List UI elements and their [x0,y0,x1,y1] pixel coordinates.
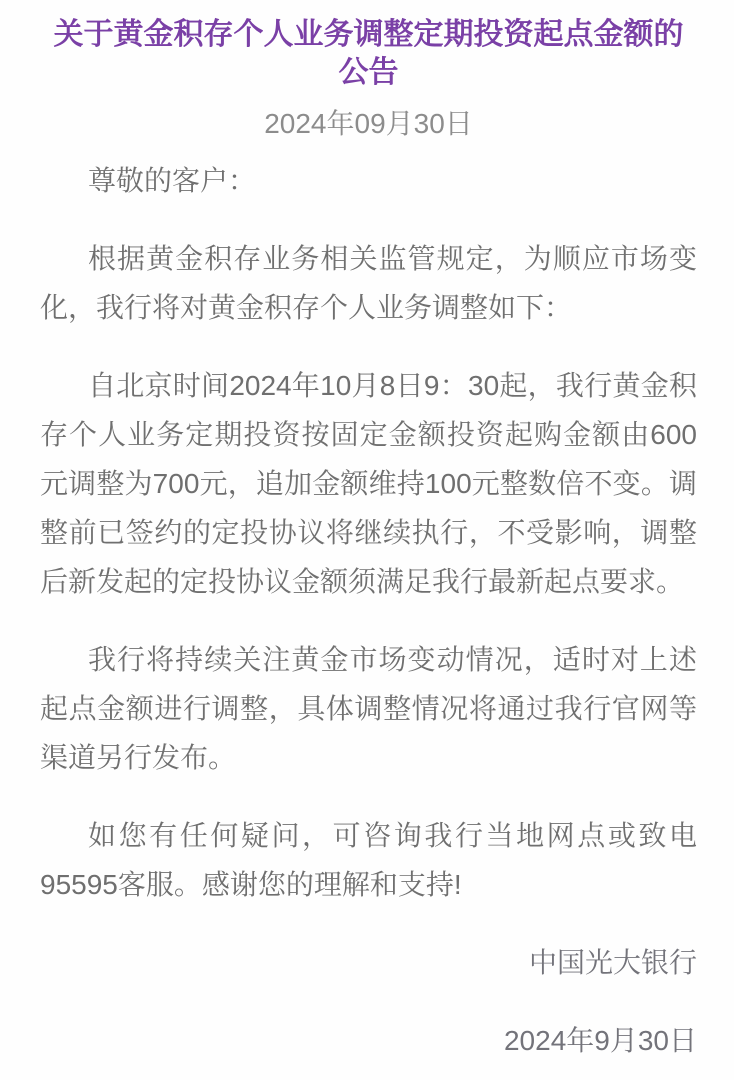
paragraph-contact-info: 如您有任何疑问，可咨询我行当地网点或致电95595客服。感谢您的理解和支持! [40,820,697,900]
paragraph-future-adjustments: 我行将持续关注黄金市场变动情况，适时对上述起点金额进行调整，具体调整情况将通过我行官网等渠道另行发布。 [40,644,697,773]
publish-date: 2024年09月30日 [264,108,473,139]
salutation: 尊敬的客户： [88,165,257,196]
signature-bank-name: 中国光大银行 [528,947,697,978]
page-title: 关于黄金积存个人业务调整定期投资起点金额的公告 [53,18,684,89]
paragraph-regulation-intro: 根据黄金积存业务相关监管规定，为顺应市场变化，我行将对黄金积存个人业务调整如下： [40,243,697,323]
paragraph-adjustment-details: 自北京时间2024年10月8日9：30起，我行黄金积存个人业务定期投资按固定金额投资起购金额由600元调整为700元，追加金额维持100元整数倍不变。调整前已签约的定投协议将继续执行，不受影响，调整后新发起的定投协议金额须满足我行最新起点要求。 [40,370,697,597]
signature-date: 2024年9月30日 [503,1025,697,1056]
